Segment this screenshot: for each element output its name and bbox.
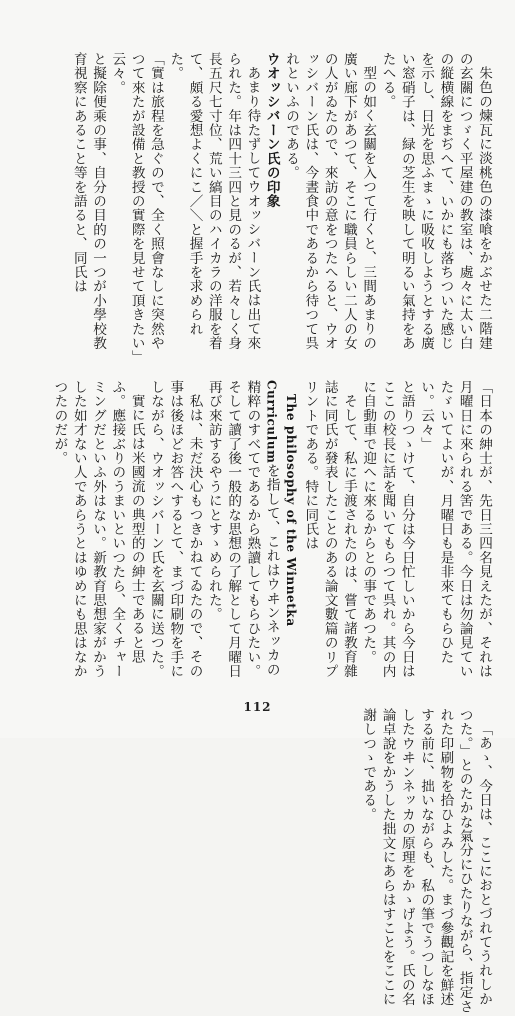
paragraph-text: を指して、これはウヰンネッカの精粹のすべてであるから熟讀してもらひたい。そして讀了後一般的な思想の了解として月曜日再び來訪するやうにとすゝめられた。 (205, 380, 280, 679)
paragraph-with-title (204, 380, 300, 688)
paragraph: 私は、未だ決心もつきかねてゐたので、その事は後ほどお答へするとて、まづ印刷物を手にしながら、ウオッシバーン氏を玄關に送つた。 (147, 380, 203, 679)
paragraph: そして、私に手渡されたのは、嘗て諸教育雜誌に同氏が發表したことのある論文數篇のリプリントである。特に同氏は (302, 380, 357, 679)
quote-paragraph: 「日本の紳士が、先日三四名見えたが、それは月曜日に來られる筈である。今日は勿論見ていたゞいてよいが、月曜日も是非來てもらひたい。云々」 (418, 380, 492, 679)
paragraph: 實に氏は米國流の典型的の紳士であると思ふ。應接ぶりのうまいといつたら、全くチャーミングだといふ外はない。新教育思想家がかうした如才ない人であらうとはゆめにも思はなかつたのだが。 (51, 380, 145, 679)
page-number: 112 (243, 700, 272, 714)
paragraph: 「あゝ、今日は、ここにおとづれてうれしかつた。」とのたかな氣分にひたりながら、指定された印刷物を拾ひよみした。まづ參觀記を鮮述する前に、拙いながらも、私の筆でうつしなほしたウヰンネッカの原理をかゝげよう。氏の名論卓說をかうした拙文にあらはすことをここに謝しつゝである。 (360, 708, 492, 1014)
paragraph: と語りつゝけて、自分は今日忙しいから今日はここの校長に話を聞いてもらつて呉れ。其の内に自動車で迎へに來るからとの事であつた。 (360, 380, 415, 679)
paragraph: 型の如く玄關を入つて行くと、三間あまりの廣い廊下があつて、そこに職員らしい二人の女の人がゐたので、來訪の意をつたへると、ウオッシバーン氏は、今晝食中であるから待つて呉れといふのである。 (283, 52, 377, 351)
paragraph: あまり待たずしてウオッシバーン氏は出て來られた。年は四十三四と見のるが、若々しく身長五尺七寸位、荒い縞目のハイカラの洋服を着て、頗る愛想よくにこ／＼と握手を求められた。 (167, 52, 261, 351)
english-article-title: The philosophy of the Winnetka Curriculum (264, 380, 299, 627)
section-heading: ウオッシバーン氏の印象 (263, 52, 280, 209)
paragraph: 朱色の煉瓦に淡桃色の漆喰をかぶせた二階建の玄關につゞく平屋建の教室は、處々に太い白の縦横線をまぢへて、いかにも落ちついた感じを示し、日光を思ふまゝに吸收しようとする廣い窓硝子は、緑の芝生を映して明るい氣持をあたへる。 (379, 52, 492, 351)
paragraph: と擬除便乘の事、自分の目的の一つが小學校教育視察にあること等を語ると、同氏は (70, 52, 107, 351)
quote-paragraph: 「實は旅程を急ぐので、全く照會なしに突然やつて來たが設備と教授の實際を見せて頂きたい」云々。 (109, 52, 164, 358)
